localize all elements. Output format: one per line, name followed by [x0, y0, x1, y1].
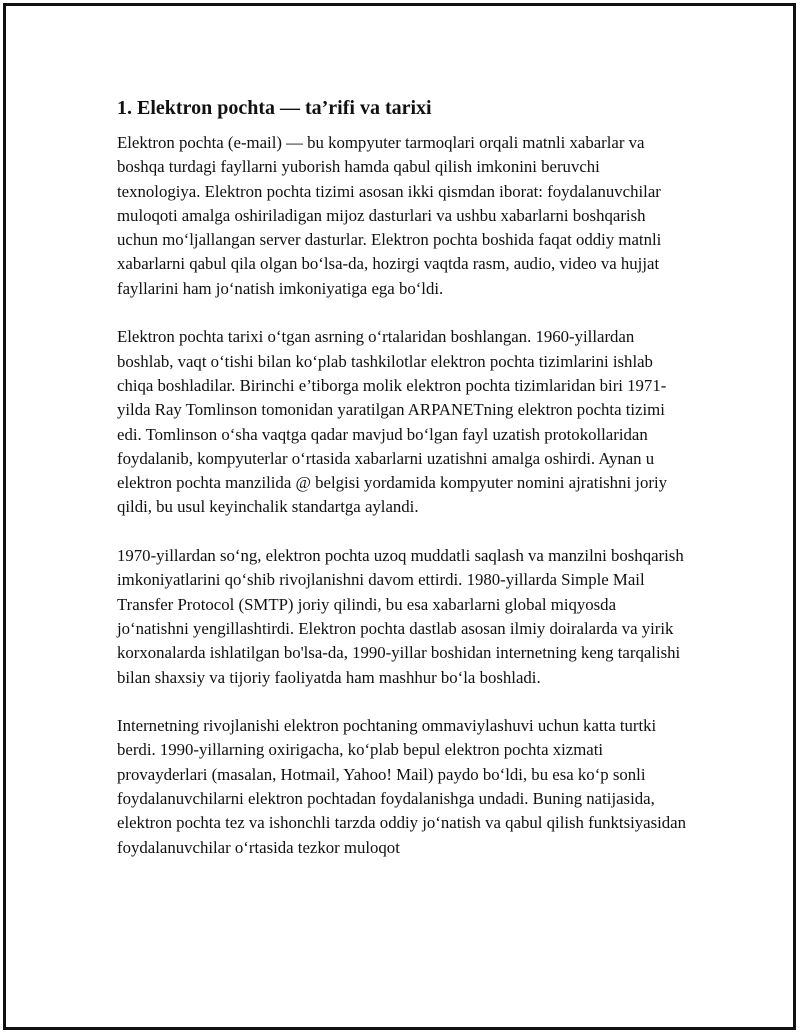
- paragraph-history-smtp: 1970-yillardan so‘ng, elektron pochta uzoq muddatli saqlash va manzilni boshqarish imkoniyatlarini qo‘shib rivojlanishni davom ettirdi. 1980-yillarda Simple Mail Transfer Protocol (SMTP) joriy qilindi, bu esa xabarlarni global miqyosda jo‘natishni yengillashtirdi. Elektron pochta dastlab asosan ilmiy doiralarda va yirik korxonalarda ishlatilgan bo'lsa-da, 1990-yillar boshidan internetning keng tarqalishi bilan shaxsiy va tijoriy faoliyatda ham mashhur bo‘la boshladi.: [117, 546, 684, 687]
- paragraph-definition: Elektron pochta (e-mail) — bu kompyuter tarmoqlari orqali matnli xabarlar va boshqa turdagi fayllarni yuborish hamda qabul qilish imkonini beruvchi texnologiya. Elektron pochta tizimi asosan ikki qismdan iborat: foydalanuvchilar muloqoti amalga oshiriladigan mijoz dasturlari va ushbu xabarlarni boshqarish uchun mo‘ljallangan server dasturlar. Elektron pochta boshida faqat oddiy matnli xabarlarni qabul qila olgan bo‘lsa-da, hozirgi vaqtda rasm, audio, video va hujjat fayllarini ham jo‘natish imkoniyatiga ega bo‘ldi.: [117, 133, 662, 298]
- document-body: [117, 95, 687, 884]
- paragraph-internet-growth: Internetning rivojlanishi elektron pochtaning ommaviylashuvi uchun katta turtki berdi. 1990-yillarning oxirigacha, ko‘plab bepul elektron pochta xizmati provayderlari (masalan, Hotmail, Yahoo! Mail) paydo bo‘ldi, bu esa ko‘p sonli foydalanuvchilarni elektron pochtadan foydalanishga undadi. Buning natijasida, elektron pochta tez va ishonchli tarzda oddiy jo‘natish va qabul qilish funktsiyasidan foydalanuvchilar o‘rtasida tezkor muloqot: [117, 716, 687, 857]
- paragraph-history-origins: Elektron pochta tarixi o‘tgan asrning o‘rtalaridan boshlangan. 1960-yillardan boshlab, vaqt o‘tishi bilan ko‘plab tashkilotlar elektron pochta tizimlarini ishlab chiqa boshladilar. Birinchi e’tiborga molik elektron pochta tizimlaridan biri 1971-yilda Ray Tomlinson tomonidan yaratilgan ARPANETning elektron pochta tizimi edi. Tomlinson o‘sha vaqtga qadar mavjud bo‘lgan fayl uzatish protokollaridan foydalanib, kompyuterlar o‘rtasida xabarlarni uzatishni amalga oshirdi. Aynan u elektron pochta manzilida @ belgisi yordamida kompyuter nomini ajratishni joriy qildi, bu usul keyinchalik standartga aylandi.: [117, 327, 667, 517]
- section-heading: 1. Elektron pochta — ta’rifi va tarixi: [117, 97, 432, 119]
